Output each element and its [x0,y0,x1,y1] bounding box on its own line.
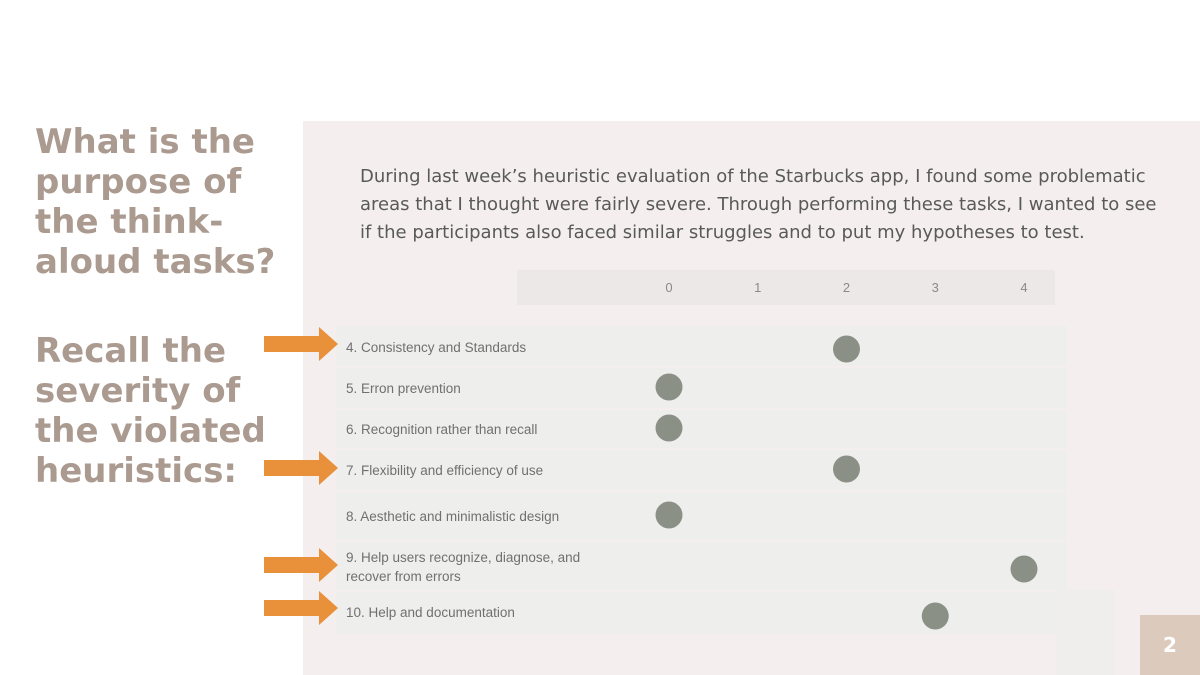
row-label: 6. Recognition rather than recall [346,422,538,437]
highlight-arrow [264,548,338,582]
row-label: 9. Help users recognize, diagnose, and [346,550,581,565]
row-label: 8. Aesthetic and minimalistic design [346,509,560,524]
recall-question: Recall the severity of the violated heuristics: [35,331,266,491]
severity-dot [833,336,860,363]
intro-paragraph: During last week’s heuristic evaluation of the Starbucks app, I found some problematic areas that I thought were fairly severe. Through performing these tasks, I wanted to see if the participants also faced similar struggles and to put my hypotheses to test. [360,166,1157,243]
row-label: 10. Help and documentation [346,605,515,620]
x-tick-label: 4 [1020,280,1028,295]
highlight-arrow [264,327,338,361]
severity-dot [656,415,683,442]
x-tick-label: 1 [754,280,762,295]
panel-corner-block [1056,590,1115,675]
x-tick-label: 0 [665,280,673,295]
row-label: recover from errors [346,569,461,584]
page-number: 2 [1140,615,1200,675]
severity-dot [656,502,683,529]
row-label: 5. Erron prevention [346,381,461,396]
x-tick-label: 3 [931,280,939,295]
row-label: 7. Flexibility and efficiency of use [346,463,544,478]
axis-header [517,270,1055,305]
severity-dot [656,374,683,401]
row-label: 4. Consistency and Standards [346,340,527,355]
highlight-arrow [264,451,338,485]
highlight-arrow [264,591,338,625]
severity-dot [1011,556,1038,583]
x-tick-label: 2 [842,280,851,295]
severity-dot [833,456,860,483]
purpose-question: What is the purpose of the think- aloud tasks? [35,122,276,282]
severity-dot [922,603,949,630]
